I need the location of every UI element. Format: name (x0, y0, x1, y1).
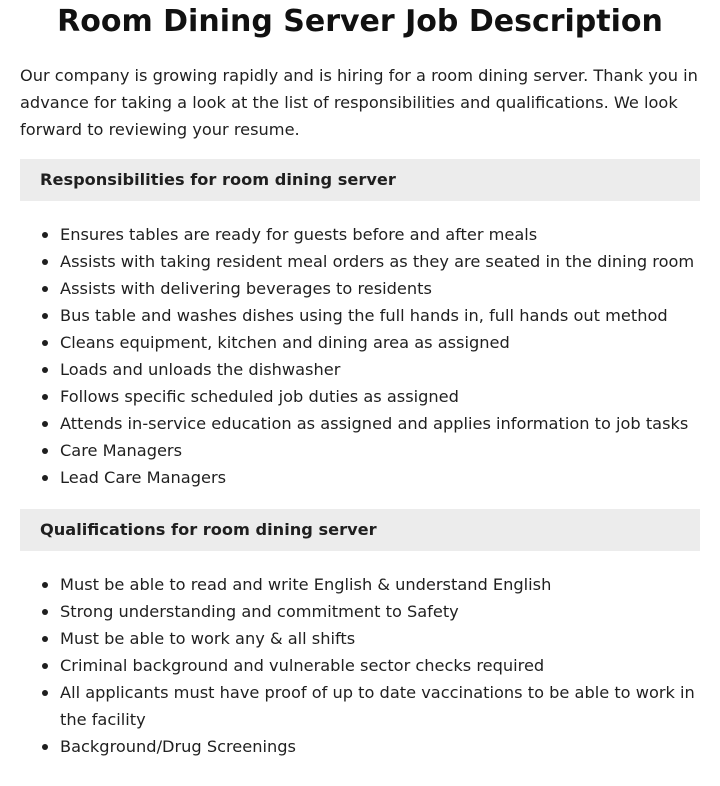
page-title: Room Dining Server Job Description (57, 4, 663, 39)
list-item: Strong understanding and commitment to Safety (20, 598, 700, 625)
bullet-icon (42, 259, 48, 265)
list-item: Lead Care Managers (20, 464, 700, 491)
list-item: Follows specific scheduled job duties as assigned (20, 383, 700, 410)
qualifications-heading: Qualifications for room dining server (20, 509, 700, 551)
list-item: All applicants must have proof of up to date vaccinations to be able to work in the facility (20, 679, 700, 733)
bullet-icon (42, 286, 48, 292)
list-item: Bus table and washes dishes using the full hands in, full hands out method (20, 302, 700, 329)
list-item: Care Managers (20, 437, 700, 464)
responsibilities-heading: Responsibilities for room dining server (20, 159, 700, 201)
bullet-icon (42, 690, 48, 696)
bullet-icon (42, 232, 48, 238)
bullet-icon (42, 421, 48, 427)
list-item: Loads and unloads the dishwasher (20, 356, 700, 383)
bullet-icon (42, 582, 48, 588)
bullet-icon (42, 744, 48, 750)
bullet-icon (42, 475, 48, 481)
list-item: Must be able to work any & all shifts (20, 625, 700, 652)
bullet-icon (42, 609, 48, 615)
bullet-icon (42, 367, 48, 373)
bullet-icon (42, 636, 48, 642)
list-item: Assists with delivering beverages to residents (20, 275, 700, 302)
list-item: Must be able to read and write English & understand English (20, 571, 700, 598)
list-item: Background/Drug Screenings (20, 733, 700, 760)
qualifications-list (20, 571, 700, 760)
list-item: Cleans equipment, kitchen and dining area as assigned (20, 329, 700, 356)
bullet-icon (42, 663, 48, 669)
bullet-icon (42, 340, 48, 346)
intro-paragraph: Our company is growing rapidly and is hiring for a room dining server. Thank you in advance for taking a look at the list of responsibilities and qualifications. We look forward to reviewing your resume. (20, 66, 698, 139)
bullet-icon (42, 394, 48, 400)
list-item: Ensures tables are ready for guests before and after meals (20, 221, 700, 248)
bullet-icon (42, 313, 48, 319)
list-item: Attends in-service education as assigned and applies information to job tasks (20, 410, 700, 437)
list-item: Assists with taking resident meal orders as they are seated in the dining room (20, 248, 700, 275)
bullet-icon (42, 448, 48, 454)
responsibilities-list (20, 221, 700, 491)
list-item: Criminal background and vulnerable sector checks required (20, 652, 700, 679)
